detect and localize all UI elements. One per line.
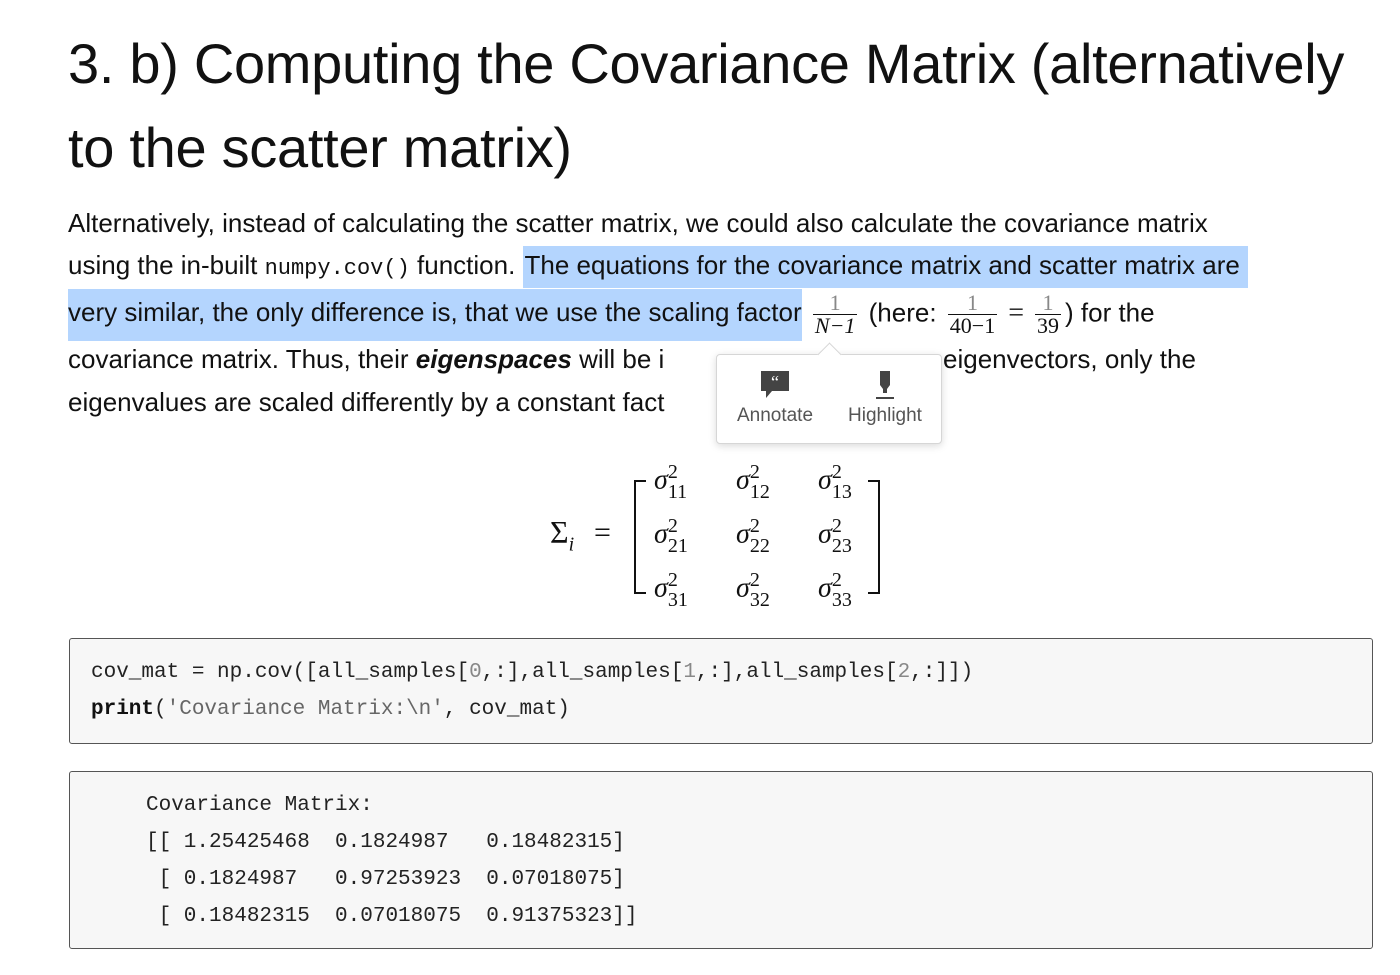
output-row-2: [ 0.1824987 0.97253923 0.07018075]	[146, 868, 625, 891]
right-bracket	[868, 480, 880, 594]
covariance-matrix-formula	[550, 452, 890, 617]
equals-sign: =	[1001, 297, 1032, 329]
section-title: 3. b) Computing the Covariance Matrix (alternatively to the scatter matrix)	[68, 32, 1345, 179]
fraction-one-over-39: $\frac{1}{39}$	[1037, 290, 1060, 338]
paragraph-text: Alternatively, instead of calculating the scatter matrix, we could also calculate the covariance matrix	[68, 208, 1208, 238]
output-row-1: [[ 1.25425468 0.1824987 0.18482315]	[146, 831, 625, 854]
paragraph-text: eigenvalues are scaled differently by a constant fact	[68, 387, 665, 417]
paragraph-line-1	[68, 208, 1208, 239]
code-line-2: print('Covariance Matrix:\n', cov_mat)	[91, 698, 570, 721]
highlight-button[interactable]	[835, 369, 935, 427]
left-bracket	[634, 480, 646, 594]
code-line-1: cov_mat = np.cov([all_samples[0,:],all_samples[1,:],all_samples[2,:]])	[91, 661, 974, 684]
matrix-entry-sigma-33: σ 2 33	[818, 569, 852, 611]
matrix-entry-sigma-21: σ 2 21	[654, 515, 688, 557]
output-row-3: [ 0.18482315 0.07018075 0.91375323]]	[146, 905, 638, 928]
matrix-entry-sigma-11: σ 2 11	[654, 461, 688, 503]
matrix-entry-sigma-23: σ 2 23	[818, 515, 852, 557]
code-output-cell	[69, 771, 1373, 949]
annotate-button[interactable]	[725, 369, 825, 427]
paragraph-line-2	[68, 250, 1248, 281]
highlighted-text[interactable]: The equations for the covariance matrix and scatter matrix are	[523, 246, 1248, 288]
code-input-cell[interactable]	[69, 638, 1373, 744]
highlighted-text-continued[interactable]: very similar, the only difference is, that we use the scaling factor	[68, 289, 802, 341]
popup-arrow	[817, 342, 841, 366]
paragraph-line-4	[68, 344, 664, 375]
paragraph-line-3	[68, 292, 1155, 337]
matrix-equals: =	[594, 516, 611, 549]
paragraph-line-4-tail	[943, 344, 1196, 375]
paragraph-text: covariance matrix. Thus, their	[68, 344, 416, 374]
inline-code-numpy-cov: numpy.cov()	[264, 256, 410, 281]
svg-text:“: “	[771, 372, 779, 392]
paragraph-line-5	[68, 387, 664, 418]
matrix-entry-sigma-13: σ 2 13	[818, 461, 852, 503]
paragraph-text: ) for the	[1065, 297, 1155, 328]
matrix-entry-sigma-31: σ 2 31	[654, 569, 688, 611]
emphasis-eigenspaces: eigenspaces	[415, 344, 572, 374]
matrix-entry-sigma-32: σ 2 32	[736, 569, 770, 611]
highlighter-icon	[835, 369, 935, 405]
sigma-capital: $\Sigma_i$	[550, 514, 575, 556]
quote-icon	[725, 369, 825, 405]
paragraph-text: will be i	[571, 344, 665, 374]
output-header: Covariance Matrix:	[146, 794, 373, 817]
paragraph-text: using the in-built	[68, 250, 265, 280]
paragraph-text: (here:	[861, 297, 944, 328]
matrix-entry-sigma-22: σ 2 22	[736, 515, 770, 557]
scaling-factor-fraction: $\frac{1}{N-1}$	[814, 290, 856, 338]
matrix-entry-sigma-12: σ 2 12	[736, 461, 770, 503]
fraction-one-over-40-minus-1: $\frac{1}{40-1}$	[949, 290, 996, 338]
annotation-popup	[716, 354, 942, 444]
annotate-label: Annotate	[736, 405, 814, 426]
paragraph-text: function.	[409, 250, 523, 280]
paragraph-text: eigenvectors, only the	[943, 344, 1196, 374]
highlight-label: Highlight	[848, 405, 922, 426]
